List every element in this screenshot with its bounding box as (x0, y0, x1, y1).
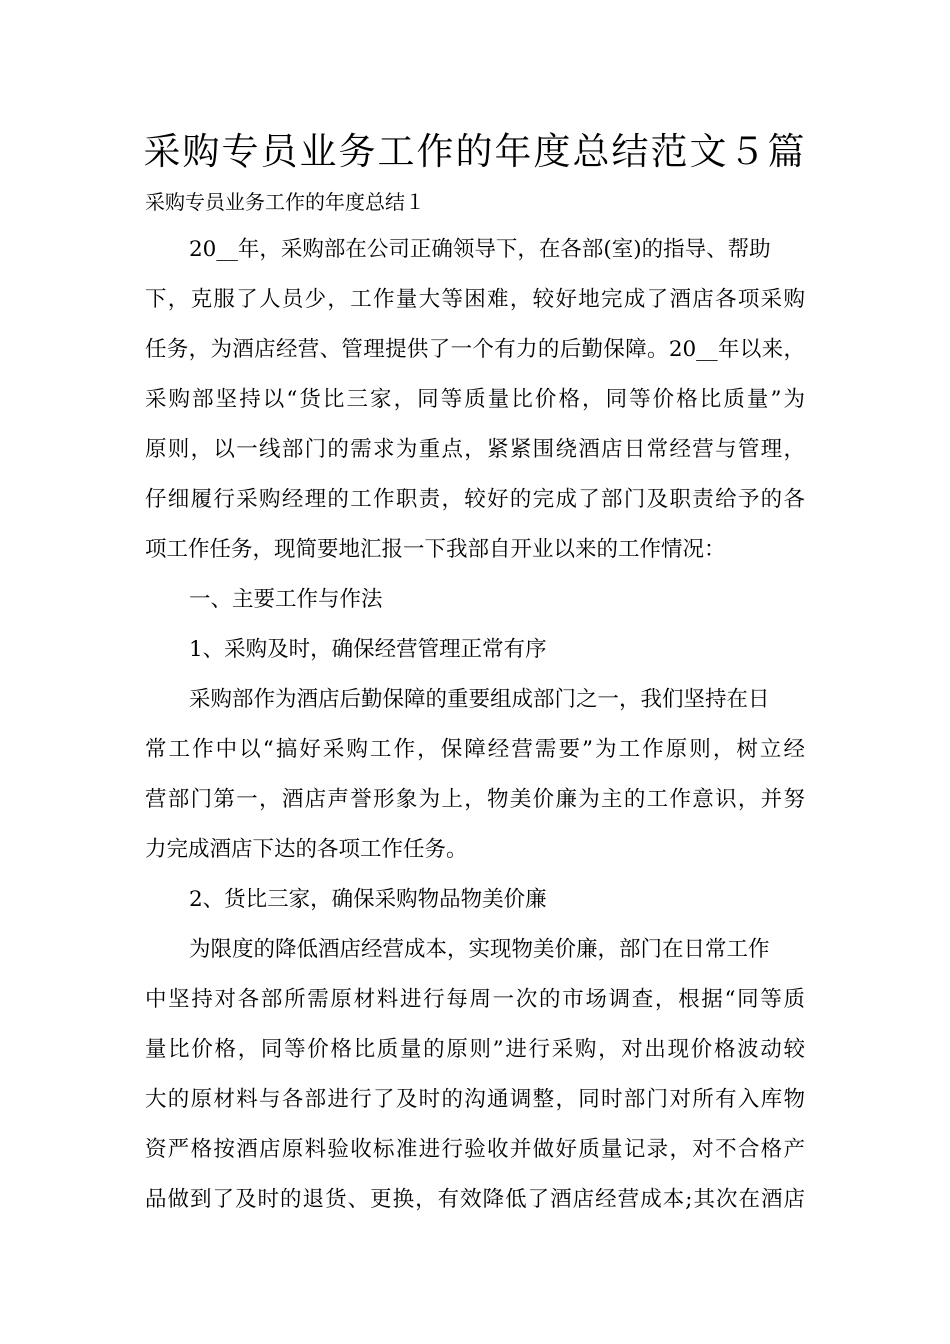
paragraph-line: 营部门第一，酒店声誉形象为上，物美价廉为主的工作意识，并努 (145, 787, 805, 812)
paragraph-line: 采购部作为酒店后勤保障的重要组成部门之一，我们坚持在日 (189, 687, 770, 712)
paragraph-line: 仔细履行采购经理的工作职责，较好的完成了部门及职责给予的各 (145, 487, 805, 512)
paragraph-line: 资严格按酒店原料验收标准进行验收并做好质量记录，对不合格产 (145, 1137, 805, 1162)
paragraph-line: 量比价格，同等价格比质量的原则”进行采购，对出现价格波动较 (145, 1037, 805, 1062)
paragraph-line: 采购部坚持以“货比三家，同等质量比价格，同等价格比质量”为 (145, 387, 805, 412)
paragraph-line: 20__年，采购部在公司正确领导下，在各部(室)的指导、帮助 (189, 237, 771, 262)
document-title: 采购专员业务工作的年度总结范文５篇 (143, 130, 807, 173)
subsection-heading: 1、采购及时，确保经营管理正常有序 (189, 637, 547, 662)
paragraph-line: 品做到了及时的退货、更换，有效降低了酒店经营成本;其次在酒店 (145, 1187, 805, 1212)
section-heading: 一、主要工作与作法 (189, 587, 383, 612)
paragraph-line: 下，克服了人员少，工作量大等困难，较好地完成了酒店各项采购 (145, 287, 805, 312)
subsection-heading: 2、货比三家，确保采购物品物美价廉 (189, 887, 547, 912)
section-heading: 采购专员业务工作的年度总结１ (145, 190, 425, 214)
paragraph-line: 大的原材料与各部进行了及时的沟通调整，同时部门对所有入库物 (145, 1087, 805, 1112)
paragraph-line: 项工作任务，现简要地汇报一下我部自开业以来的工作情况： (145, 537, 726, 562)
paragraph-line: 任务，为酒店经营、管理提供了一个有力的后勤保障。20__年以来， (145, 337, 805, 362)
paragraph-line: 为限度的降低酒店经营成本，实现物美价廉，部门在日常工作 (189, 937, 770, 962)
paragraph-line: 力完成酒店下达的各项工作任务。 (145, 837, 468, 862)
paragraph-line: 原则，以一线部门的需求为重点，紧紧围绕酒店日常经营与管理， (145, 437, 805, 462)
paragraph-line: 常工作中以“搞好采购工作，保障经营需要”为工作原则，树立经 (145, 737, 805, 762)
paragraph-line: 中坚持对各部所需原材料进行每周一次的市场调查，根据“同等质 (145, 987, 805, 1012)
